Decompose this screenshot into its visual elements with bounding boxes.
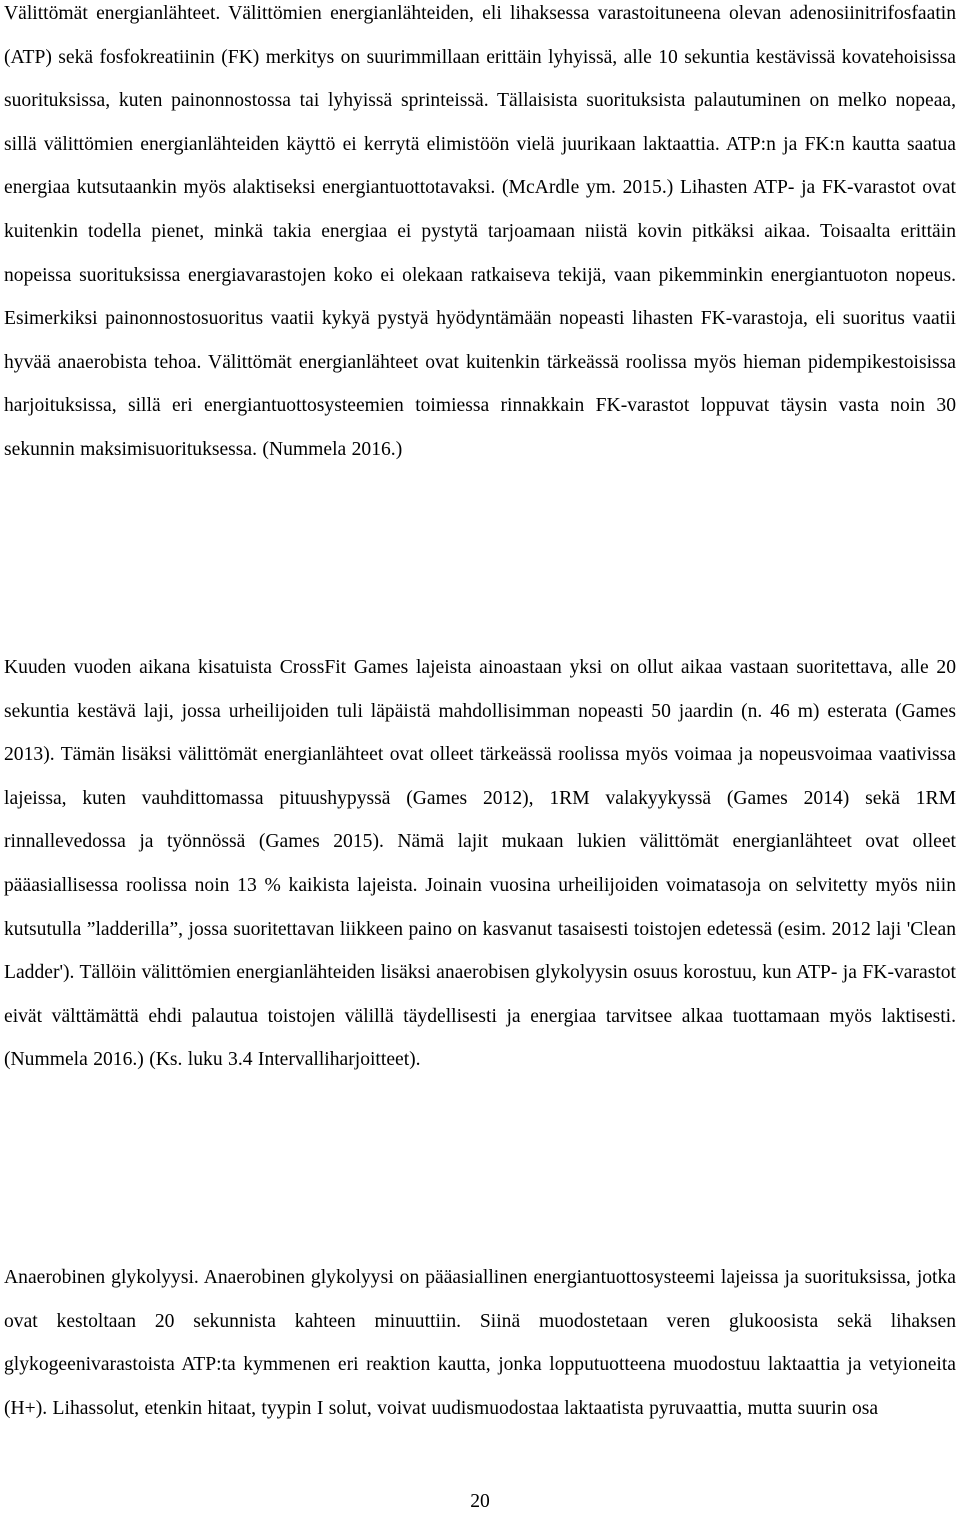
page-number: 20 xyxy=(470,1491,490,1512)
paragraph-crossfit-games-events: Kuuden vuoden aikana kisatuista CrossFit Games lajeista ainoastaan yksi on ollut aikaa vastaan suoritettava, alle 20 sekuntia kestävä laji, jossa urheilijoiden tuli läpäistä mahdollisimman nopeasti 50 jaardin (n. 46 m) esterata (Games 2013). Tämän lisäksi välittömät energianlähteet ovat olleet tärkeässä roolissa myös voimaa ja nopeusvoimaa vaativissa lajeissa, kuten vauhdittomassa pituushypyssä (Games 2012), 1RM valakyykyssä (Games 2014) sekä 1RM rinnallevedossa ja työnnössä (Games 2015). Nämä lajit mukaan lukien välittömät energianlähteet ovat olleet pääasiallisessa roolissa noin 13 % kaikista lajeista. Joinain vuosina urheilijoiden voimatasoja on selvitetty myös niin kutsutulla ”ladderilla”, jossa suoritettavan liikkeen paino on kasvanut tasaisesti toistojen edetessä (esim. 2012 laji 'Clean Ladder'). Tällöin välittömien energianlähteiden lisäksi anaerobisen glykolyysin osuus korostuu, kun ATP- ja FK-varastot eivät välttämättä ehdi palautua toistojen välillä täydellisesti ja energiaa tarvitsee alkaa tuottamaan myös laktisesti. (Nummela 2016.) (Ks. luku 3.4 Intervalliharjoitteet). xyxy=(4,657,956,1071)
paragraph-immediate-energy-sources: Välittömät energianlähteet. Välittömien energianlähteiden, eli lihaksessa varastoituneena olevan adenosiinitrifosfaatin (ATP) sekä fosfokreatiinin (FK) merkitys on suurimmillaan erittäin lyhyissä, alle 10 sekuntia kestävissä kovatehoisissa suorituksissa, kuten painonnostossa tai lyhyissä sprinteissä. Tällaisista suorituksista palautuminen on melko nopeaa, sillä välittömien energianlähteiden käyttö ei kerrytä elimistöön vielä juurikaan laktaattia. ATP:n ja FK:n kautta saatua energiaa kutsutaankin myös alaktiseksi energiantuottotavaksi. (McArdle ym. 2015.) Lihasten ATP- ja FK-varastot ovat kuitenkin todella pienet, minkä takia energiaa ei pystytä tarjoamaan niistä kovin pitkäksi aikaa. Toisaalta erittäin nopeissa suorituksissa energiavarastojen koko ei olekaan ratkaiseva tekijä, vaan pikemminkin energiantuoton nopeus. Esimerkiksi painonnostosuoritus vaatii kykyä pystyä hyödyntämään nopeasti lihasten FK-varastoja, eli suoritus vaatii hyvää anaerobista tehoa. Välittömät energianlähteet ovat kuitenkin tärkeässä roolissa myös hieman pidempikestoisissa harjoituksissa, sillä eri energiantuottosysteemien toimiessa rinnakkain FK-varastot loppuvat täysin vasta noin 30 sekunnin maksimisuorituksessa. (Nummela 2016.) xyxy=(4,3,956,460)
paragraph-anaerobic-glycolysis: Anaerobinen glykolyysi. Anaerobinen glykolyysi on pääasiallinen energiantuottosysteemi lajeissa ja suorituksissa, jotka ovat kestoltaan 20 sekunnista kahteen minuuttiin. Siinä muodostetaan veren glukoosista sekä lihaksen glykogeenivarastoista ATP:ta kymmenen eri reaktion kautta, jonka lopputuotteena muodostuu laktaattia ja vetyioneita (H+). Lihassolut, etenkin hitaat, tyypin I solut, voivat uudismuodostaa laktaatista pyruvaattia, mutta suurin osa xyxy=(4,1267,956,1419)
